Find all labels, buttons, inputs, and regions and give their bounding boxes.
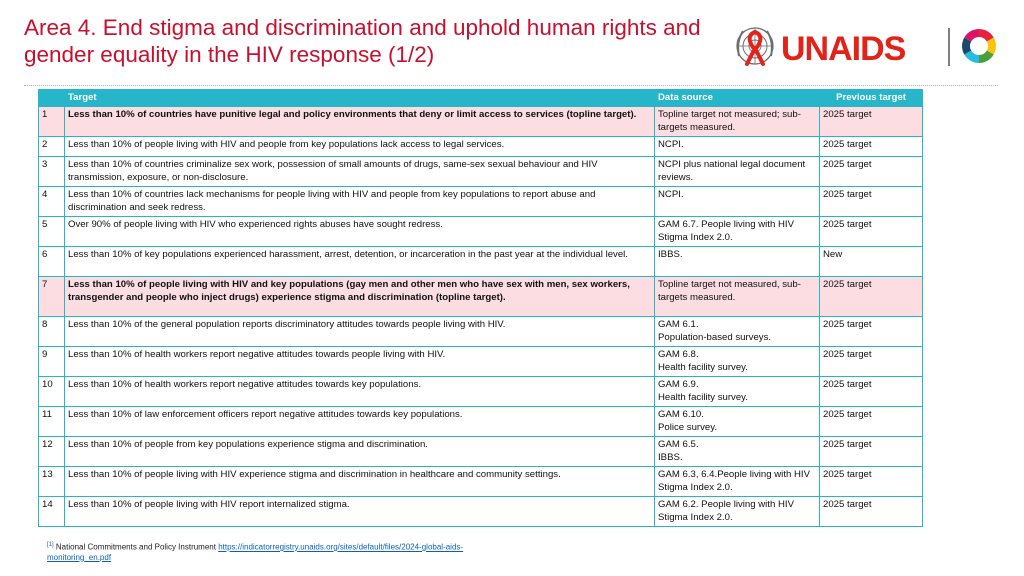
data-source-cell: GAM 6.10. Police survey. [655, 407, 820, 437]
target-cell: Less than 10% of people from key populations experience stigma and discrimination. [65, 437, 655, 467]
row-number: 10 [39, 377, 65, 407]
target-cell: Less than 10% of people living with HIV experience stigma and discrimination in healthcare and community settings. [65, 467, 655, 497]
data-source-cell: NCPI. [655, 187, 820, 217]
target-cell: Less than 10% of key populations experienced harassment, arrest, detention, or incarceration in the past year at the individual level. [65, 247, 655, 277]
footnote-text: National Commitments and Policy Instrument [55, 542, 216, 552]
unaids-wordmark: UNAIDS [781, 30, 906, 68]
footnote-marker: [1] [47, 542, 54, 548]
table-row [39, 187, 923, 217]
data-source-cell: Topline target not measured, sub-targets measured. [655, 277, 820, 317]
row-number: 14 [39, 497, 65, 527]
previous-target-cell: 2025 target [820, 157, 923, 187]
table-row [39, 377, 923, 407]
target-cell: Less than 10% of people living with HIV and people from key populations lack access to legal services. [65, 137, 655, 157]
previous-target-cell: 2025 target [820, 187, 923, 217]
table-row [39, 407, 923, 437]
unaids-logo [733, 22, 999, 70]
target-cell: Less than 10% of people living with HIV report internalized stigma. [65, 497, 655, 527]
header-data-source: Data source [655, 90, 820, 107]
previous-target-cell: New [820, 247, 923, 277]
row-number: 7 [39, 277, 65, 317]
previous-target-cell: 2025 target [820, 317, 923, 347]
data-source-cell: GAM 6.7. People living with HIV Stigma Index 2.0. [655, 217, 820, 247]
data-source-cell: NCPI plus national legal document reviews. [655, 157, 820, 187]
data-source-cell: GAM 6.3, 6.4.People living with HIV Stigma Index 2.0. [655, 467, 820, 497]
header-num [39, 90, 65, 107]
target-cell: Less than 10% of people living with HIV and key populations (gay men and other men who have sex with men, sex workers, transgender and people who inject drugs) experience stigma and discrimination (topline target). [65, 277, 655, 317]
row-number: 12 [39, 437, 65, 467]
row-number: 13 [39, 467, 65, 497]
target-cell: Less than 10% of health workers report negative attitudes towards people living with HIV. [65, 347, 655, 377]
slide-title: Area 4. End stigma and discrimination and uphold human rights and gender equality in the HIV response (1/2) [24, 15, 701, 67]
table-row [39, 317, 923, 347]
footnote-link[interactable]: https://indicatorregistry.unaids.org/sites/default/files/2024-global-aids-monitoring_en.pdf [47, 542, 464, 562]
table-row [39, 347, 923, 377]
table-row [39, 217, 923, 247]
table-row [39, 107, 923, 137]
previous-target-cell: 2025 target [820, 497, 923, 527]
data-source-cell: GAM 6.8. Health facility survey. [655, 347, 820, 377]
previous-target-cell: 2025 target [820, 377, 923, 407]
row-number: 2 [39, 137, 65, 157]
data-source-cell: GAM 6.1. Population-based surveys. [655, 317, 820, 347]
row-number: 5 [39, 217, 65, 247]
previous-target-cell: 2025 target [820, 407, 923, 437]
table-row [39, 437, 923, 467]
row-number: 4 [39, 187, 65, 217]
previous-target-cell: 2025 target [820, 347, 923, 377]
table-header-row [39, 90, 923, 107]
previous-target-cell: 2025 target [820, 217, 923, 247]
header-target: Target [65, 90, 655, 107]
target-cell: Less than 10% of countries lack mechanisms for people living with HIV and people from key populations to report abuse and discrimination and seek redress. [65, 187, 655, 217]
data-source-cell: IBBS. [655, 247, 820, 277]
previous-target-cell: 2025 target [820, 107, 923, 137]
data-source-cell: GAM 6.2. People living with HIV Stigma Index 2.0. [655, 497, 820, 527]
table-row [39, 157, 923, 187]
row-number: 9 [39, 347, 65, 377]
table-row [39, 497, 923, 527]
data-source-cell: Topline target not measured; sub-targets measured. [655, 107, 820, 137]
target-cell: Less than 10% of health workers report negative attitudes towards key populations. [65, 377, 655, 407]
data-source-cell: NCPI. [655, 137, 820, 157]
previous-target-cell: 2025 target [820, 467, 923, 497]
target-cell: Less than 10% of the general population reports discriminatory attitudes towards people living with HIV. [65, 317, 655, 347]
target-cell: Less than 10% of countries have punitive legal and policy environments that deny or limit access to services (topline target). [65, 107, 655, 137]
row-number: 1 [39, 107, 65, 137]
target-cell: Over 90% of people living with HIV who experienced rights abuses have sought redress. [65, 217, 655, 247]
row-number: 8 [39, 317, 65, 347]
table-row [39, 467, 923, 497]
previous-target-cell: 2025 target [820, 277, 923, 317]
footnote [47, 540, 527, 563]
data-source-cell: GAM 6.5. IBBS. [655, 437, 820, 467]
row-number: 6 [39, 247, 65, 277]
table-row [39, 247, 923, 277]
target-cell: Less than 10% of countries criminalize sex work, possession of small amounts of drugs, same-sex sexual behaviour and HIV transmission, exposure, or non-disclosure. [65, 157, 655, 187]
previous-target-cell: 2025 target [820, 137, 923, 157]
table-row [39, 277, 923, 317]
table-row [39, 137, 923, 157]
header-previous-target: Previous target [820, 90, 923, 107]
row-number: 3 [39, 157, 65, 187]
row-number: 11 [39, 407, 65, 437]
targets-table [38, 89, 923, 527]
sdg-wheel-icon [962, 29, 996, 63]
target-cell: Less than 10% of law enforcement officers report negative attitudes towards key populations. [65, 407, 655, 437]
previous-target-cell: 2025 target [820, 437, 923, 467]
data-source-cell: GAM 6.9. Health facility survey. [655, 377, 820, 407]
header-divider [24, 85, 998, 86]
